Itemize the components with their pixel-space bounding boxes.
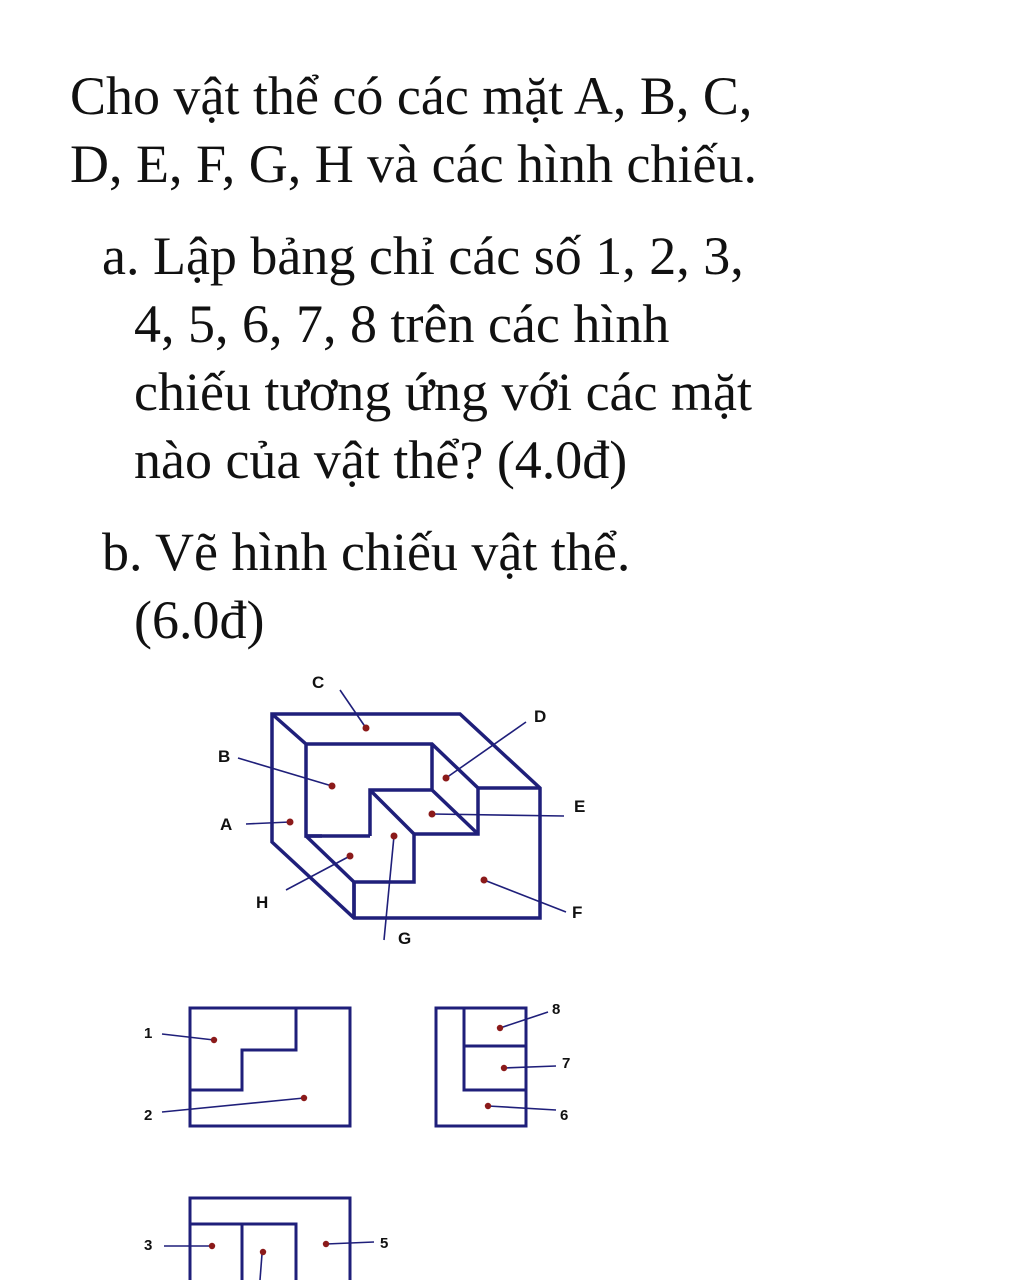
view-label-8: 8 — [552, 1001, 561, 1018]
part-b-line-1: b. Vẽ hình chiếu vật thể. — [102, 522, 631, 582]
view-label-1: 1 — [144, 1025, 153, 1042]
face-label-g: G — [398, 929, 412, 948]
front-view — [190, 1008, 350, 1126]
view-label-2: 2 — [144, 1107, 153, 1124]
front-view-leaders — [162, 1034, 304, 1112]
face-label-c: C — [312, 673, 325, 692]
isometric-dots — [287, 725, 488, 884]
part-a-line-4: nào của vật thể? (4.0đ) — [134, 430, 628, 490]
part-a-line-1: a. Lập bảng chỉ các số 1, 2, 3, — [102, 226, 744, 286]
part-a-line-2: 4, 5, 6, 7, 8 trên các hình — [134, 294, 670, 354]
top-view — [190, 1198, 350, 1280]
intro-line-2: D, E, F, G, H và các hình chiếu. — [70, 134, 757, 194]
part-a-line-3: chiếu tương ứng với các mặt — [134, 362, 752, 422]
part-b-line-2: (6.0đ) — [134, 590, 265, 650]
side-view-dots — [485, 1025, 507, 1109]
top-view-dots — [209, 1241, 329, 1255]
face-label-e: E — [574, 797, 586, 816]
face-label-f: F — [572, 903, 583, 922]
view-label-5: 5 — [380, 1235, 389, 1252]
top-view-leaders — [164, 1242, 374, 1280]
face-label-d: D — [534, 707, 547, 726]
intro-line-1: Cho vật thể có các mặt A, B, C, — [70, 66, 753, 126]
view-label-7: 7 — [562, 1055, 571, 1072]
isometric-object — [272, 714, 540, 918]
face-label-a: A — [220, 815, 233, 834]
front-view-dots — [211, 1037, 307, 1101]
face-label-h: H — [256, 893, 269, 912]
view-label-6: 6 — [560, 1107, 569, 1124]
face-label-b: B — [218, 747, 231, 766]
view-label-3: 3 — [144, 1237, 153, 1254]
